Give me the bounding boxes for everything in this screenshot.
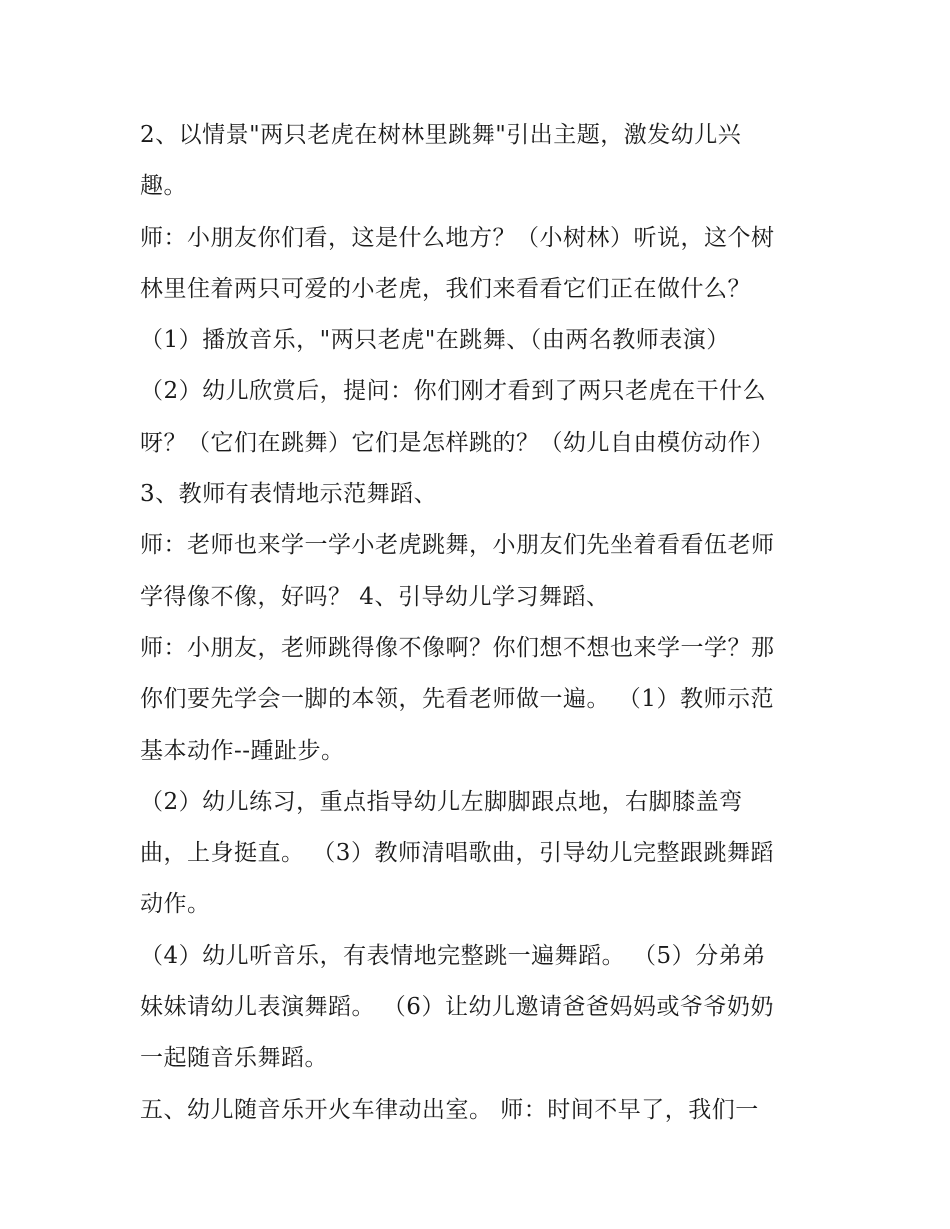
text-line: （2）幼儿欣赏后，提问：你们刚才看到了两只老虎在干什么 [140,378,767,405]
text-line: 师：小朋友你们看，这是什么地方？（小树林）听说，这个树 [140,224,775,251]
text-line: （1）播放音乐，"两只老虎"在跳舞、（由两名教师表演） [140,327,730,354]
text-line: 你们要先学会一脚的本领，先看老师做一遍。 （1）教师示范 [140,686,774,713]
text-line: 3、教师有表情地示范舞蹈、 [140,481,438,508]
text-line: 一起随音乐舞蹈。 [140,1045,328,1072]
text-line: 林里住着两只可爱的小老虎，我们来看看它们正在做什么？ [140,275,751,302]
document-body [140,110,830,1136]
text-line: 2、以情景"两只老虎在树林里跳舞"引出主题，激发幼儿兴 [140,122,742,148]
text-line: 呀？（它们在跳舞）它们是怎样跳的？（幼儿自由模仿动作） [140,429,775,456]
text-line: 五、幼儿随音乐开火车律动出室。 师：时间不早了，我们一 [140,1096,759,1123]
text-line: （4）幼儿听音乐，有表情地完整跳一遍舞蹈。 （5）分弟弟 [140,942,766,969]
text-line: 动作。 [140,891,211,918]
text-line: 妹妹请幼儿表演舞蹈。 （6）让幼儿邀请爸爸妈妈或爷爷奶奶 [140,994,774,1021]
text-line: 师：小朋友，老师跳得像不像啊？你们想不想也来学一学？那 [140,634,775,661]
text-line: （2）幼儿练习，重点指导幼儿左脚脚跟点地，右脚膝盖弯 [140,788,743,815]
text-line: 趣。 [140,173,187,200]
text-line: 学得像不像，好吗？ 4、引导幼儿学习舞蹈、 [140,583,610,610]
text-line: 曲，上身挺直。 （3）教师清唱歌曲，引导幼儿完整跟跳舞蹈 [140,840,774,867]
text-line: 基本动作--踵趾步。 [140,737,345,764]
text-line: 师：老师也来学一学小老虎跳舞，小朋友们先坐着看看伍老师 [140,532,775,559]
